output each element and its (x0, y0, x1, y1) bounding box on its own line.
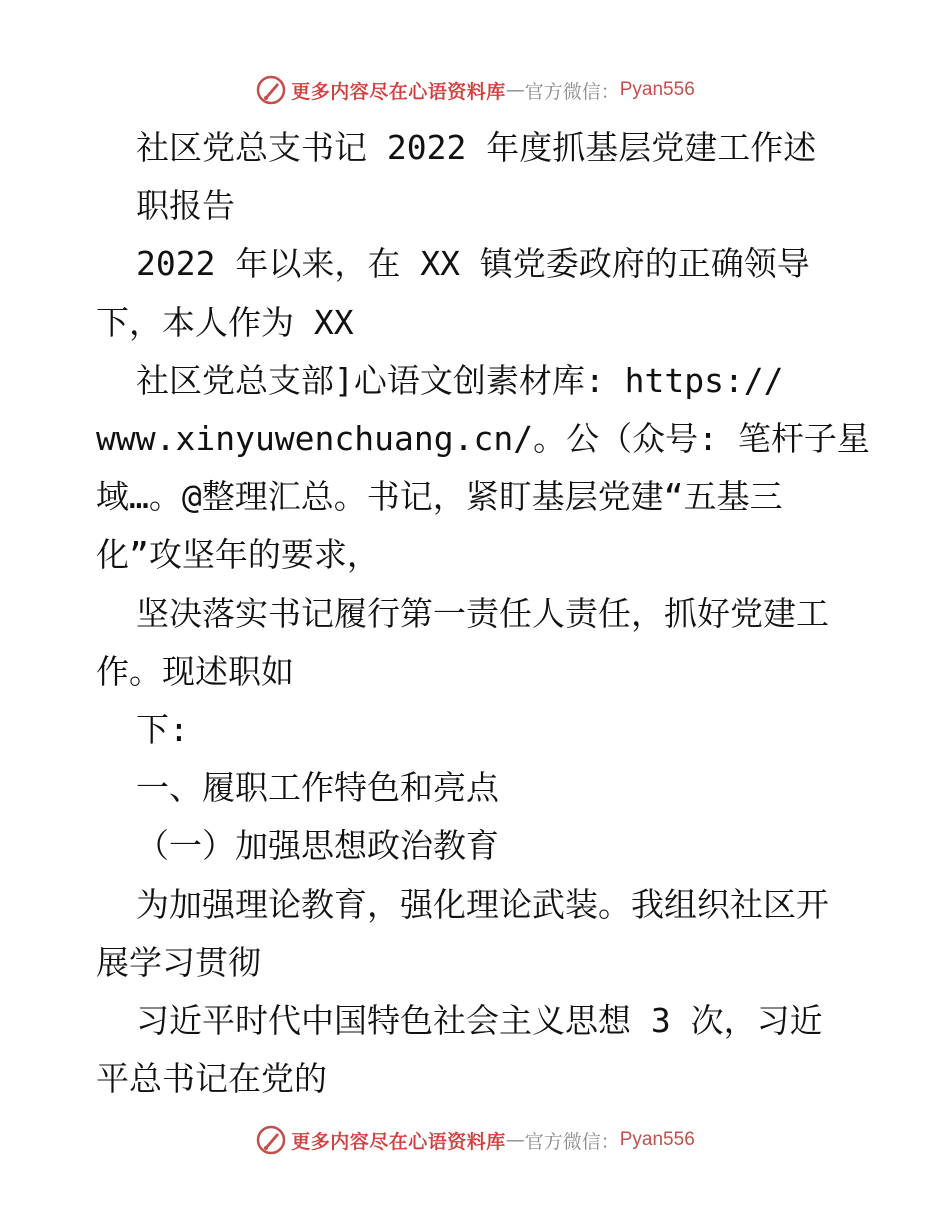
paragraph-line: 社区党总支部]心语文创素材库: https:// (136, 360, 784, 400)
paragraph-line: 2022 年以来，在 XX 镇党委政府的正确领导 (136, 244, 810, 284)
paragraph-line: 域…。@整理汇总。书记，紧盯基层党建“五基三 (96, 477, 783, 517)
paragraph-line: 坚决落实书记履行第一责任人责任，抓好党建工 (136, 593, 829, 633)
header-watermark-banner (0, 72, 950, 108)
banner-contact-label: 官方微信： (524, 1130, 620, 1153)
paragraph-line: 展学习贯彻 (96, 942, 261, 982)
paragraph-line: 习近平时代中国特色社会主义思想 3 次，习近 (136, 1001, 823, 1041)
paragraph-line: 下: (136, 710, 189, 750)
paragraph-line: 为加强理论教育，强化理论武装。我组织社区开 (136, 884, 829, 924)
banner-brand-text: 更多内容尽在心语资料库 (291, 80, 506, 103)
banner-dash: — (505, 79, 525, 101)
section-heading: 一、履职工作特色和亮点 (136, 768, 499, 808)
title-line-2: 职报告 (136, 186, 235, 226)
paragraph-line: 化”攻坚年的要求， (96, 535, 380, 575)
paragraph-line: 下，本人作为 XX (96, 302, 354, 342)
paragraph-line: 平总书记在党的 (96, 1059, 327, 1099)
banner-wechat-id: Pyan556 (619, 79, 695, 100)
banner-wechat-id: Pyan556 (619, 1129, 695, 1150)
title-line-1: 社区党总支书记 2022 年度抓基层党建工作述 (136, 128, 817, 167)
subsection-heading: （一）加强思想政治教育 (136, 826, 499, 866)
quill-logo-icon (255, 74, 287, 106)
paragraph-line: 作。现述职如 (96, 651, 294, 691)
footer-watermark-banner (0, 1122, 950, 1158)
paragraph-line: www.xinyuwenchuang.cn/。公（众号: 笔杆子星 (96, 419, 870, 459)
banner-dash: — (505, 1129, 525, 1151)
banner-brand-text: 更多内容尽在心语资料库 (291, 1130, 506, 1153)
banner-contact-label: 官方微信： (524, 80, 620, 103)
document-body (96, 119, 870, 1108)
quill-logo-icon (255, 1124, 287, 1156)
